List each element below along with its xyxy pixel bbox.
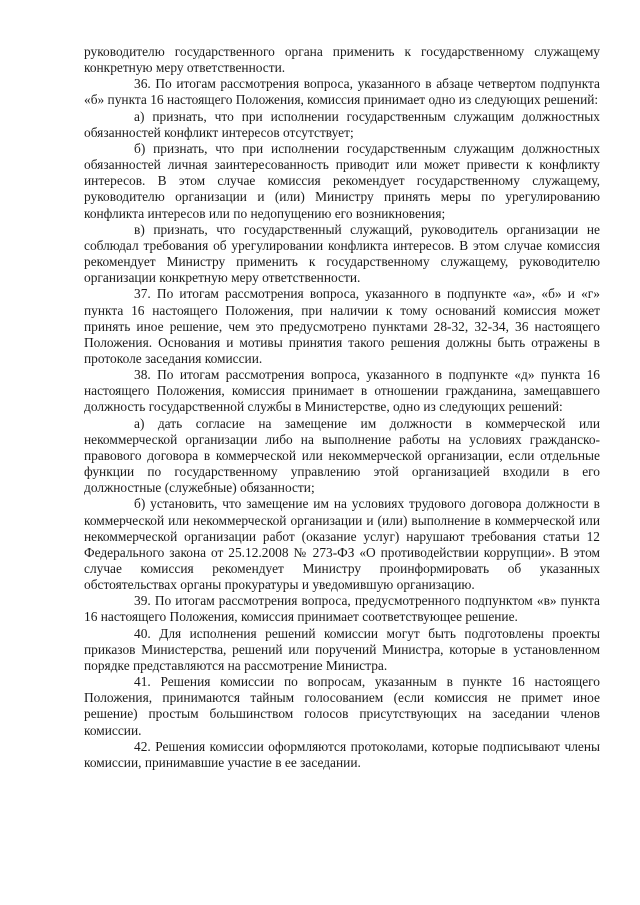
paragraph-36: 36. По итогам рассмотрения вопроса, указанного в абзаце четвертом подпункта «б» пункта 16 настоящего Положения, комиссия принимает одно из следующих решений: [84,76,600,108]
paragraph-39: 39. По итогам рассмотрения вопроса, предусмотренного подпунктом «в» пункта 16 настоящего Положения, комиссия принимает соответствующее решение. [84,593,600,625]
paragraph-41: 41. Решения комиссии по вопросам, указанным в пункте 16 настоящего Положения, принимаются тайным голосованием (если комиссия не примет иное решение) простым большинством голосов присутствующих на заседании членов комиссии. [84,674,600,738]
paragraph-38: 38. По итогам рассмотрения вопроса, указанного в подпункте «д» пункта 16 настоящего Положения, комиссия принимает в отношении гражданина, замещавшего должность государственной службы в Министерстве, одно из следующих решений: [84,367,600,415]
paragraph-continuation: руководителю государственного органа применить к государственному служащему конкретную меру ответственности. [84,44,600,76]
paragraph-36-b: б) признать, что при исполнении государственным служащим должностных обязанностей личная заинтересованность приводит или может привести к конфликту интересов. В этом случае комиссия рекомендует государственному служащему, руководителю организации и (или) Министру принять меры по урегулированию конфликта интересов или по недопущению его возникновения; [84,140,600,221]
paragraph-37: 37. По итогам рассмотрения вопроса, указанного в подпункте «а», «б» и «г» пункта 16 настоящего Положения, при наличии к тому оснований комиссия может принять иное решение, чем это предусмотрено пунктами 28-32, 32-34, 36 настоящего Положения. Основания и мотивы принятия такого решения должны быть отражены в протоколе заседания комиссии. [84,286,600,366]
paragraph-36-a: а) признать, что при исполнении государственным служащим должностных обязанностей конфликт интересов отсутствует; [84,108,600,140]
document-page [84,44,600,771]
paragraph-38-b: б) установить, что замещение им на условиях трудового договора должности в коммерческой или некоммерческой организации и (или) выполнение в коммерческой или некоммерческой организации работ (оказание услуг) нарушают требования статьи 12 Федерального закона от 25.12.2008 № 273-ФЗ «О противодействии коррупции». В этом случае комиссия рекомендует Министру проинформировать об указанных обстоятельствах органы прокуратуры и уведомившую организацию. [84,496,600,593]
paragraph-36-c: в) признать, что государственный служащий, руководитель организации не соблюдал требования об урегулировании конфликта интересов. В этом случае комиссия рекомендует Министру применить к государственному служащему, руководителю организации конкретную меру ответственности. [84,221,600,286]
paragraph-38-a: а) дать согласие на замещение им должности в коммерческой или некоммерческой организации либо на выполнение работы на условиях гражданско-правового договора в коммерческой или некоммерческой организации, если отдельные функции по государственному управлению этой организацией входили в его должностные (служебные) обязанности; [84,415,600,496]
paragraph-42: 42. Решения комиссии оформляются протоколами, которые подписывают члены комиссии, принимавшие участие в ее заседании. [84,738,600,770]
paragraph-40: 40. Для исполнения решений комиссии могут быть подготовлены проекты приказов Министерства, решений или поручений Министра, которые в установленном порядке представляются на рассмотрение Министра. [84,625,600,673]
